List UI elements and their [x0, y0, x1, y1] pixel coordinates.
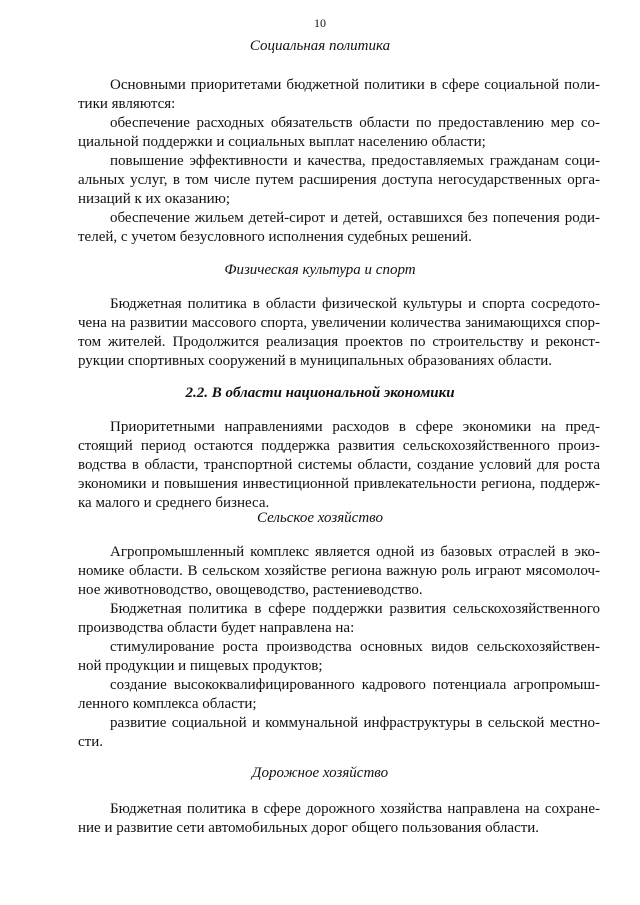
paragraph-line: Бюджетная политика в сфере дорожного хозяйства направлена на сохране-: [110, 801, 600, 817]
paragraph-line: номике области. В сельском хозяйстве региона важную роль играют мясомолоч-: [78, 563, 600, 579]
paragraph-line: ка малого и среднего бизнеса.: [78, 495, 270, 511]
paragraph-line: рукции спортивных сооружений в муниципальных образованиях области.: [78, 353, 553, 369]
paragraph-line: Приоритетными направлениями расходов в сфере экономики на пред-: [110, 419, 600, 435]
heading-social-policy: Социальная политика: [249, 38, 391, 54]
heading-national-economy: 2.2. В области национальной экономики: [185, 385, 455, 401]
heading-agriculture: Сельское хозяйство: [257, 510, 383, 526]
paragraph-line: Бюджетная политика в области физической культуры и спорта сосредото-: [110, 296, 600, 312]
paragraph-line: развитие социальной и коммунальной инфраструктуры в сельской местно-: [110, 715, 600, 731]
paragraph-line: Основными приоритетами бюджетной политики в сфере социальной поли-: [110, 77, 600, 93]
paragraph-line: низаций к их оказанию;: [78, 191, 231, 207]
paragraph-line: том жителей. Продолжится реализация проектов по строительству и реконст-: [78, 334, 600, 350]
paragraph-line: повышение эффективности и качества, предоставляемых гражданам соци-: [110, 153, 600, 169]
paragraph-line: ние и развитие сети автомобильных дорог общего пользования области.: [78, 820, 540, 836]
paragraph-line: обеспечение жильем детей-сирот и детей, оставшихся без попечения роди-: [110, 210, 600, 226]
paragraph-line: Агропромышленный комплекс является одной из базовых отраслей в эко-: [110, 544, 600, 560]
paragraph-line: сти.: [78, 734, 103, 750]
paragraph-line: ленного комплекса области;: [78, 696, 257, 712]
paragraph-line: телей, с учетом безусловного исполнения судебных решений.: [78, 229, 472, 245]
paragraph-line: ное животноводство, овощеводство, растениеводство.: [78, 582, 423, 598]
paragraph-line: тики являются:: [78, 96, 176, 112]
paragraph-line: стимулирование роста производства основных видов сельскохозяйствен-: [110, 639, 600, 655]
paragraph-line: производства области будет направлена на:: [78, 620, 355, 636]
paragraph-line: чена на развитии массового спорта, увеличении количества занимающихся спор-: [78, 315, 600, 331]
heading-roads: Дорожное хозяйство: [251, 765, 389, 781]
paragraph-line: стоящий период остаются поддержка развития сельскохозяйственного произ-: [78, 438, 600, 454]
paragraph-line: создание высококвалифицированного кадрового потенциала агропромыш-: [110, 677, 600, 693]
paragraph-line: циальной поддержки и социальных выплат населению области;: [78, 134, 486, 150]
paragraph-line: ной продукции и пищевых продуктов;: [78, 658, 323, 674]
paragraph-line: альных услуг, в том числе путем расширения доступа негосударственных орга-: [78, 172, 600, 188]
heading-sport: Физическая культура и спорт: [224, 262, 416, 278]
paragraph-line: Бюджетная политика в сфере поддержки развития сельскохозяйственного: [110, 601, 600, 617]
paragraph-line: обеспечение расходных обязательств области по предоставлению мер со-: [110, 115, 600, 131]
paragraph-line: водства в области, транспортной системы области, создание условий для роста: [78, 457, 600, 473]
page-number: 10: [314, 16, 326, 30]
paragraph-line: экономики и повышения инвестиционной привлекательности региона, поддерж-: [78, 476, 600, 492]
